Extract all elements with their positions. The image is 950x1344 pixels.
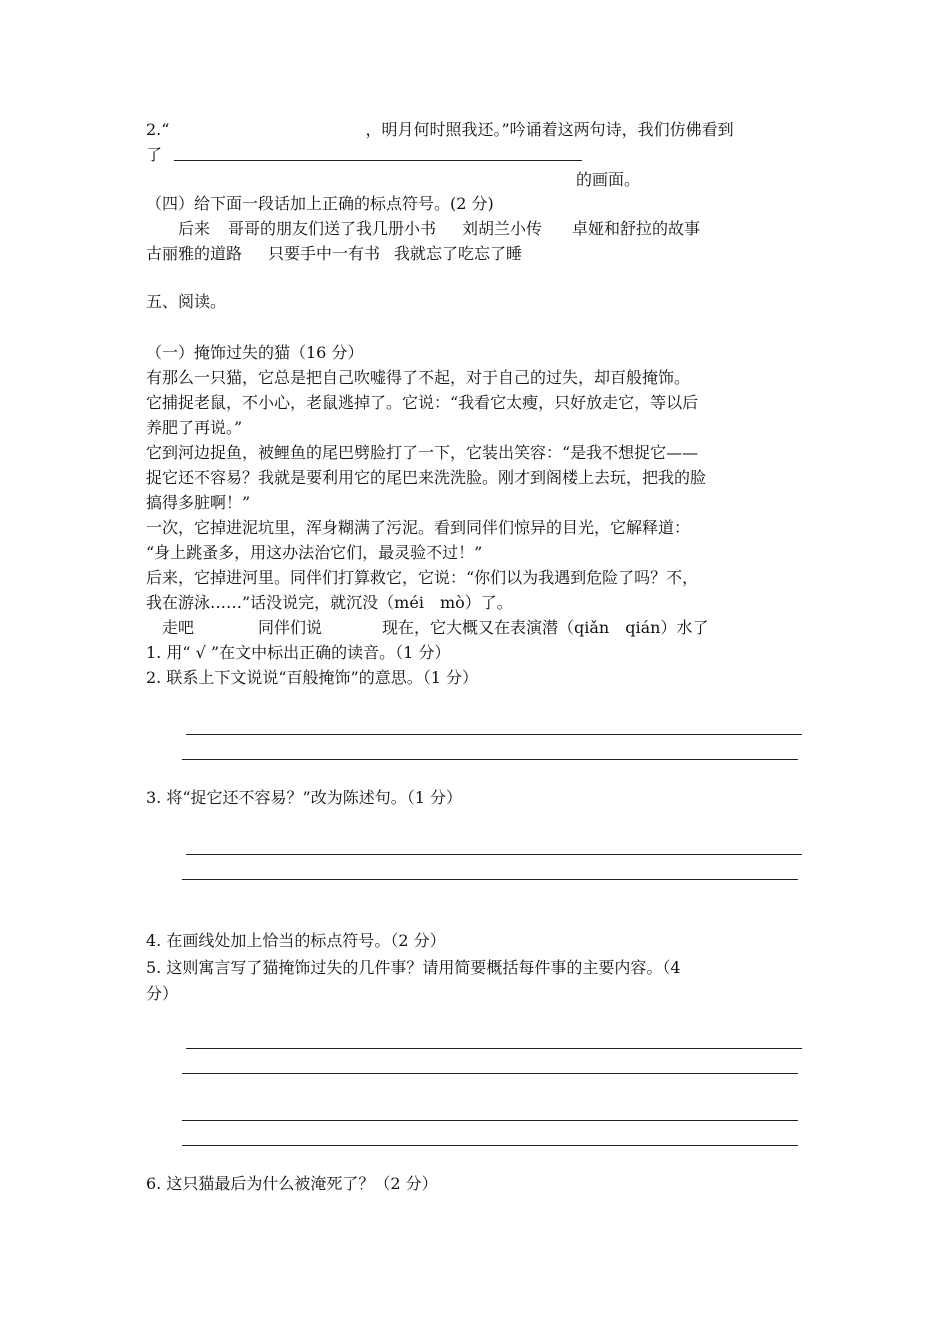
question-3: 3. 将“捉它还不容易？”改为陈述句。（1 分） — [146, 788, 462, 807]
punct-task-line1 — [146, 217, 700, 241]
punct-seg: 只要手中一有书 — [268, 244, 381, 263]
question-2: 2. 联系上下文说说“百般掩饰”的意思。（1 分） — [146, 668, 478, 687]
story-line: “身上跳蚤多，用这办法治它们，最灵验不过！” — [146, 543, 483, 562]
story-seg: 同伴们说 — [258, 618, 323, 637]
answer-line[interactable] — [182, 1120, 798, 1121]
q2-line2-prefix: 了 — [146, 145, 163, 164]
q2-line3: 的画面。 — [576, 170, 641, 189]
story-last-line — [146, 616, 708, 640]
story-line: 养肥了再说。” — [146, 418, 243, 437]
story-seg: 现在，它大概又在表演潜（qiǎn qián）水了 — [382, 618, 709, 637]
q2-line1-suffix: ，明月何时照我还。”吟诵着这两句诗，我们仿佛看到 — [365, 120, 734, 139]
story-line: 它捕捉老鼠，不小心，老鼠逃掉了。它说：“我看它太瘦，只好放走它，等以后 — [146, 393, 699, 412]
punct-seg: 哥哥的朋友们送了我几册小书 — [228, 219, 437, 238]
question-5-line2: 分） — [146, 984, 179, 1003]
story-seg: 走吧 — [162, 618, 195, 637]
story-title: （一）掩饰过失的猫（16 分） — [146, 343, 364, 362]
question-6: 6. 这只猫最后为什么被淹死了？（2 分） — [146, 1174, 438, 1193]
story-line: 搞得多脏啊！” — [146, 493, 251, 512]
story-line: 捉它还不容易？我就是要利用它的尾巴来洗洗脸。刚才到阁楼上去玩，把我的脸 — [146, 468, 707, 487]
q2-answer-line[interactable] — [174, 160, 582, 161]
question-4: 4. 在画线处加上恰当的标点符号。（2 分） — [146, 931, 446, 950]
punct-seg: 古丽雅的道路 — [146, 244, 243, 263]
question-5-line1: 5. 这则寓言写了猫掩饰过失的几件事？请用简要概括每件事的主要内容。（4 — [146, 958, 681, 977]
punct-task-title: （四）给下面一段话加上正确的标点符号。(2 分) — [146, 194, 494, 213]
answer-line[interactable] — [182, 1145, 798, 1146]
answer-line[interactable] — [182, 1073, 798, 1074]
story-line: 我在游泳……”话没说完，就沉没（méi mò）了。 — [146, 593, 513, 612]
answer-line[interactable] — [186, 1048, 802, 1049]
story-line: 一次，它掉进泥坑里，浑身糊满了污泥。看到同伴们惊异的目光，它解释道： — [146, 518, 691, 537]
q2-line2 — [146, 143, 162, 167]
answer-line[interactable] — [186, 854, 802, 855]
q2-line1-prefix: 2.“ — [146, 120, 170, 139]
answer-line[interactable] — [186, 734, 802, 735]
answer-line[interactable] — [182, 759, 798, 760]
story-line: 后来，它掉进河里。同伴们打算救它，它说：“你们以为我遇到危险了吗？不， — [146, 568, 699, 587]
punct-seg: 后来 — [178, 219, 211, 238]
story-line: 它到河边捉鱼，被鲤鱼的尾巴劈脸打了一下，它装出笑容：“是我不想捉它—— — [146, 443, 699, 462]
answer-line[interactable] — [182, 879, 798, 880]
question-1: 1. 用“ √ ”在文中标出正确的读音。（1 分） — [146, 643, 451, 662]
punct-seg: 我就忘了吃忘了睡 — [394, 244, 523, 263]
punct-task-line2 — [146, 242, 522, 266]
punct-seg: 刘胡兰小传 — [462, 219, 543, 238]
q2-line1 — [146, 118, 734, 142]
story-line: 有那么一只猫，它总是把自己吹嘘得了不起，对于自己的过失，却百般掩饰。 — [146, 368, 691, 387]
punct-seg: 卓娅和舒拉的故事 — [572, 219, 701, 238]
section5-title: 五、阅读。 — [146, 292, 227, 311]
